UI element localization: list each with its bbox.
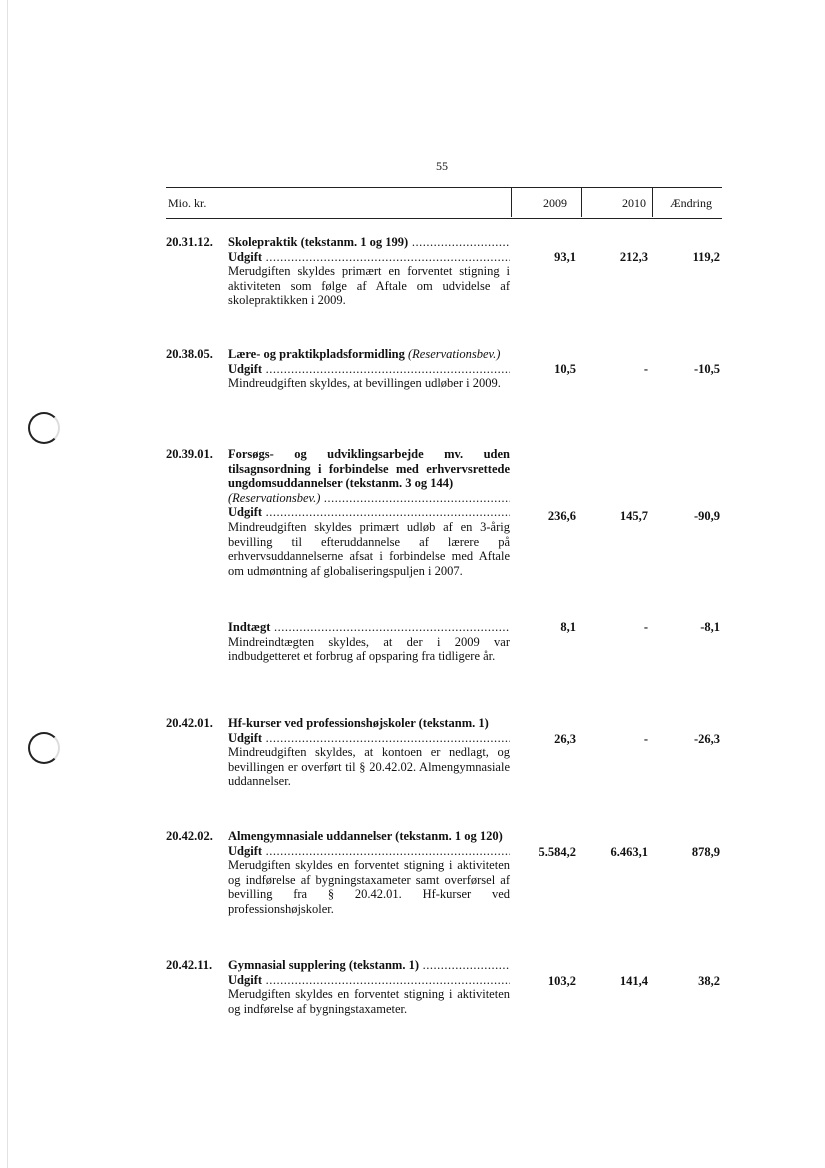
- page-number: 55: [436, 159, 448, 173]
- entry-text: [228, 620, 510, 664]
- account-code: 20.42.11.: [166, 958, 213, 972]
- account-code: 20.42.01.: [166, 716, 213, 730]
- value-2010: 145,7: [619, 509, 648, 523]
- value-change: -10,5: [693, 362, 720, 376]
- value-change: -26,3: [693, 732, 720, 746]
- value-change: -90,9: [693, 509, 720, 523]
- line-label: Udgift .....: [228, 844, 510, 859]
- punch-hole-mark: [28, 732, 60, 764]
- value-2009: 10,5: [554, 362, 576, 376]
- entry-text: [228, 447, 510, 578]
- value-2010: 6.463,1: [610, 845, 648, 859]
- table-header: [166, 187, 722, 219]
- header-divider: [581, 187, 582, 217]
- value-2009: 103,2: [547, 974, 576, 988]
- header-divider: [511, 187, 512, 217]
- line-label: Udgift .....: [228, 250, 510, 265]
- value-2010: 141,4: [619, 974, 648, 988]
- value-2010: -: [643, 362, 648, 376]
- value-2009: 26,3: [554, 732, 576, 746]
- account-title-note: (Reservationsbev.): [408, 347, 501, 361]
- account-title: [228, 347, 510, 362]
- scan-margin-line: [7, 0, 8, 1168]
- line-label: Udgift .....: [228, 505, 510, 520]
- account-title-note: (Reservationsbev.) .....: [228, 491, 510, 506]
- account-title: Almengymnasiale uddannelser (tekstanm. 1 og 120): [228, 829, 503, 843]
- entry-description: Mindreudgiften skyldes primært udløb af en 3-årig bevilling til efteruddannelse af lærere på erhvervsuddannelserne afsat i forbindelse med Aftale om udmøntning af globaliseringspuljen i 2007.: [228, 519, 510, 578]
- entry-description: Mindreindtægten skyldes, at der i 2009 var indbudgetteret et forbrug af opsparing fra tidligere år.: [228, 634, 510, 664]
- value-change: 38,2: [698, 974, 720, 988]
- entry-description: Mindreudgiften skyldes, at kontoen er nedlagt, og bevillingen er overført til § 20.42.02. Almengymnasiale uddannelser.: [228, 745, 510, 789]
- line-label: Udgift .....: [228, 731, 510, 746]
- entry-text: [228, 829, 510, 917]
- account-title: Skolepraktik (tekstanm. 1 og 199) .....: [228, 235, 510, 250]
- value-2010: -: [643, 732, 648, 746]
- value-change: 878,9: [691, 845, 720, 859]
- value-2009: 5.584,2: [538, 845, 576, 859]
- entry-description: Merudgiften skyldes en forventet stigning i aktiviteten og indførelse af bygningstaxameter samt overførsel af bevilling fra § 20.42.01. Hf-kurser ved professionshøjskoler.: [228, 858, 510, 916]
- entry-text: [228, 347, 510, 391]
- header-2009: 2009: [543, 196, 567, 210]
- line-label: Udgift .....: [228, 973, 510, 988]
- entry-text: [228, 716, 510, 789]
- line-label: Indtægt .....: [228, 620, 510, 635]
- account-code: 20.39.01.: [166, 447, 213, 461]
- value-2009: 236,6: [547, 509, 576, 523]
- account-title: Hf-kurser ved professionshøjskoler (tekstanm. 1): [228, 716, 489, 730]
- entry-text: [228, 958, 510, 1016]
- account-code: 20.42.02.: [166, 829, 213, 843]
- account-code: 20.38.05.: [166, 347, 213, 361]
- account-code: 20.31.12.: [166, 235, 213, 249]
- account-title-text: Lære- og praktikpladsformidling: [228, 347, 405, 361]
- entry-description: Merudgiften skyldes primært en forventet stigning i aktiviteten som følge af Aftale om udvidelse af skolepraktikken i 2009.: [228, 264, 510, 308]
- entry-text: [228, 235, 510, 308]
- entry-description: Mindreudgiften skyldes, at bevillingen udløber i 2009.: [228, 376, 501, 391]
- value-2010: -: [643, 620, 648, 634]
- account-title: Forsøgs- og udviklingsarbejde mv. uden tilsagnsordning i forbindelse med erhvervsrettede ungdomsuddannelser (tekstanm. 3 og 144): [228, 447, 510, 491]
- header-change: Ændring: [670, 196, 712, 210]
- value-2010: 212,3: [619, 250, 648, 264]
- header-unit: Mio. kr.: [168, 196, 207, 210]
- punch-hole-mark: [28, 412, 60, 444]
- value-change: 119,2: [692, 250, 720, 264]
- line-label: Udgift .....: [228, 362, 510, 377]
- header-divider: [652, 187, 653, 217]
- value-2009: 93,1: [554, 250, 576, 264]
- value-change: -8,1: [700, 620, 720, 634]
- account-title: Gymnasial supplering (tekstanm. 1) .....: [228, 958, 510, 973]
- entry-description: Merudgiften skyldes en forventet stigning i aktiviteten og indførelse af bygningstaxameter.: [228, 987, 510, 1016]
- value-2009: 8,1: [560, 620, 576, 634]
- header-2010: 2010: [622, 196, 646, 210]
